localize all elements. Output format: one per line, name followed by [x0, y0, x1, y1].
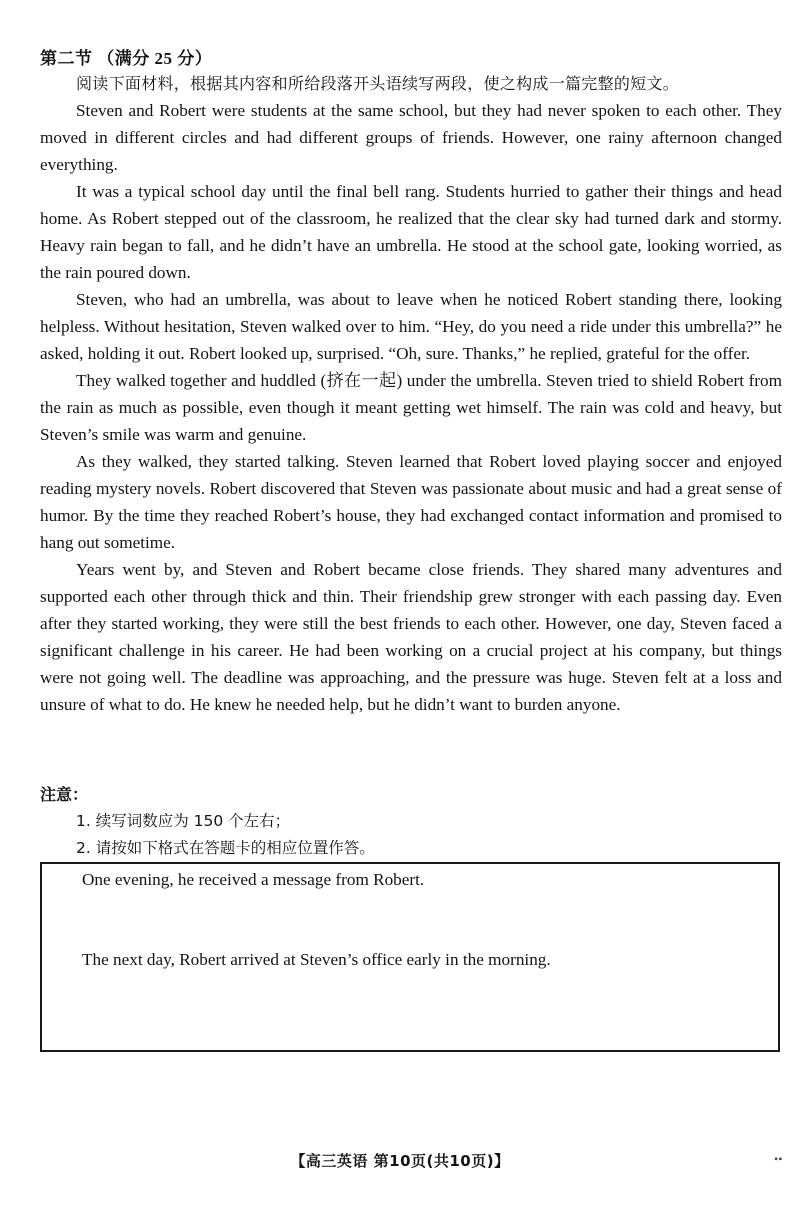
instruction-text: 阅读下面材料，根据其内容和所给段落开头语续写两段，使之构成一篇完整的短文。	[76, 74, 680, 93]
answer-box	[40, 862, 780, 1052]
note-item-2: 2. 请按如下格式在答题卡的相应位置作答。	[76, 839, 375, 857]
paragraph-1: Steven and Robert were students at the same school, but they had never spoken to each other. They moved in different circles and had different groups of friends. However, one rainy afternoon changed everything.	[40, 101, 782, 174]
section-title: 第二节 （满分 25 分）	[40, 49, 213, 68]
paragraph-4: They walked together and huddled (挤在一起) under the umbrella. Steven tried to shield Robert from the rain as much as possible, even though it meant getting wet himself. The rain was cold and heavy, but Steven’s smile was warm and genuine.	[40, 371, 782, 444]
paragraph-6: Years went by, and Steven and Robert became close friends. They shared many adventures and supported each other through thick and thin. Their friendship grew stronger with each passing day. Even after they started working, they were still the best friends to each other. However, one day, Steven faced a significant challenge in his career. He had been working on a crucial project at his company, but things were not going well. The deadline was approaching, and the pressure was huge. Steven felt at a loss and unsure of what to do. He knew he needed help, but he didn’t want to burden anyone.	[40, 560, 782, 714]
answer-prompt-2: The next day, Robert arrived at Steven’s office early in the morning.	[82, 950, 551, 969]
note-item-1: 1. 续写词数应为 150 个左右；	[76, 812, 291, 830]
answer-prompt-1: One evening, he received a message from Robert.	[82, 870, 425, 889]
notes-title: 注意：	[40, 785, 89, 804]
paragraph-5: As they walked, they started talking. Steven learned that Robert loved playing soccer and enjoyed reading mystery novels. Robert discovered that Steven was passionate about music and had a great sense of humor. By the time they reached Robert’s house, they had exchanged contact information and promised to hang out sometime.	[40, 452, 782, 552]
page-footer: 【高三英语 第10页(共10页)】	[290, 1152, 510, 1170]
passage	[40, 70, 782, 718]
paragraph-3: Steven, who had an umbrella, was about to leave when he noticed Robert standing there, looking helpless. Without hesitation, Steven walked over to him. “Hey, do you need a ride under this umbrella?” he asked, holding it out. Robert looked up, surprised. “Oh, sure. Thanks,” he replied, grateful for the offer.	[40, 290, 782, 363]
paragraph-2: It was a typical school day until the final bell rang. Students hurried to gather their things and head home. As Robert stepped out of the classroom, he realized that the clear sky had turned dark and stormy. Heavy rain began to fall, and he didn’t have an umbrella. He stood at the school gate, looking worried, as the rain poured down.	[40, 182, 782, 282]
notes-section	[40, 781, 782, 862]
corner-mark: ••	[774, 1152, 783, 1166]
